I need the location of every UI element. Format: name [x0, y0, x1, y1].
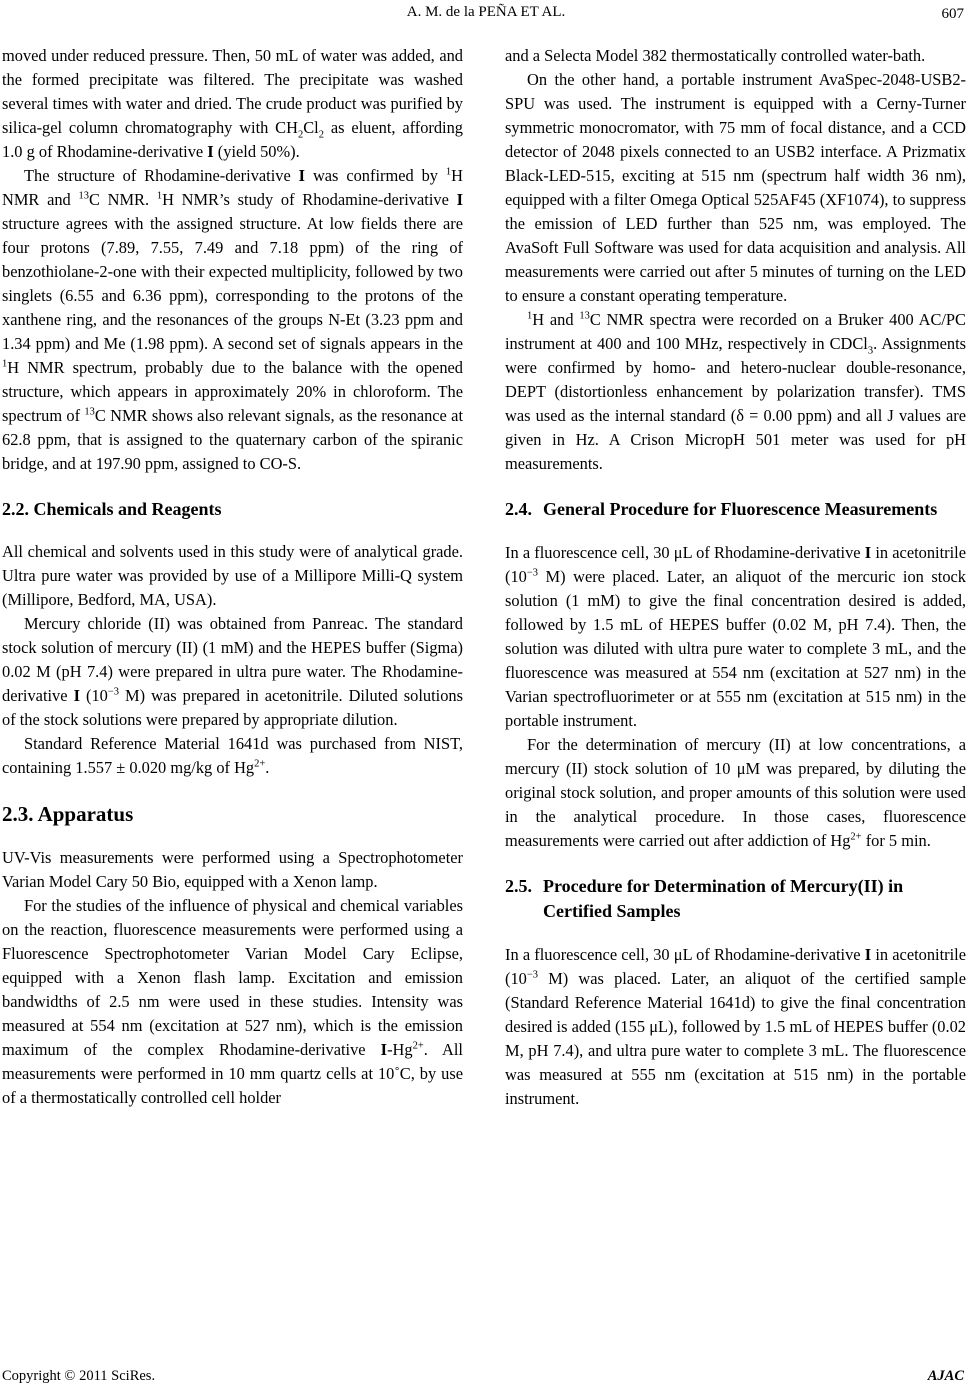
- paragraph: UV-Vis measurements were performed using a Spectrophotometer Varian Model Cary 50 Bio, equipped with a Xenon lamp.: [2, 848, 463, 891]
- section-heading-mercury-determination: [505, 874, 966, 924]
- section-heading-fluorescence-procedure: [505, 497, 966, 522]
- journal-abbreviation: AJAC: [927, 1368, 964, 1384]
- paragraph: Mercury chloride (II) was obtained from Panreac. The standard stock solution of mercury (II) (1 mM) and the HEPES buffer (Sigma) 0.02 M (pH 7.4) were prepared in ultra pure water. The Rhodamine-derivative I ($10^{-3}$ M) was prepared in acetonitrile. Diluted solutions of the stock solutions were prepared by appropriate dilution.: [2, 614, 463, 729]
- paragraph: In a fluorescence cell, 30 μL of Rhodamine-derivative I in acetonitrile ($10^{-3}$ M) were placed. Later, an aliquot of the mercuric ion stock solution (1 mM) to give the final concentration desired is added, followed by 1.5 mL of HEPES buffer (0.02 M, pH 7.4). Then, the solution was diluted with ultra pure water to complete 3 mL, and the fluorescence was measured at 554 nm (excitation at 527 nm) in the Varian spectrofluorimeter or at 555 nm (excitation at 515 nm) in the portable instrument.: [505, 543, 966, 730]
- left-column: [2, 44, 463, 1110]
- paragraph: On the other hand, a portable instrument AvaSpec-2048-USB2-SPU was used. The instrument is equipped with a Cerny-Turner symmetric monocromator, with 75 mm of focal distance, and a CCD detector of 2048 pixels connected to an USB2 interface. A Prizmatix Black-LED-515, exciting at 515 nm (spectrum half width 36 nm), equipped with a filter Omega Optical 525AF45 (XF1074), to suppress the emission of LED further than 525 nm, was employed. The AvaSoft Full Software was used for data acquisition and analysis. All measurements were carried out after 5 minutes of turning on the LED to ensure a constant operating temperature.: [505, 70, 966, 305]
- copyright-notice: Copyright © 2011 SciRes.: [2, 1368, 156, 1384]
- paragraph: For the determination of mercury (II) at low concentrations, a mercury (II) stock solution of 10 μM was prepared, by diluting the original stock solution, and proper amounts of this solution were used in the analytical procedure. In those cases, fluorescence measurements were carried out after addiction of $Hg^{2+}$ for 5 min.: [505, 735, 966, 850]
- paragraph: All chemical and solvents used in this study were of analytical grade. Ultra pure water was provided by use of a Millipore Milli-Q system (Millipore, Bedford, MA, USA).: [2, 542, 463, 609]
- paragraph: Standard Reference Material 1641d was purchased from NIST, containing 1.557 ± 0.020 mg/kg of $Hg^{2+}$.: [2, 734, 463, 777]
- paragraph: $^1$H and $^{13}$C NMR spectra were recorded on a Bruker 400 AC/PC instrument at 400 and 100 MHz, respectively in CDCl$_3$. Assignments were confirmed by homo- and hetero-nuclear double-resonance, DEPT (distortionless enhancement by polarization transfer). TMS was used as the internal standard (δ = 0.00 ppm) and all J values are given in Hz. A Crison MicropH 501 meter was used for pH measurements.: [505, 310, 967, 473]
- section-number: 2.4.: [505, 499, 532, 519]
- section-heading-apparatus: 2.3. Apparatus: [2, 802, 134, 826]
- section-title: Procedure for Determination of Mercury(II) in Certified Samples: [543, 876, 904, 921]
- page-number: 607: [941, 6, 964, 22]
- paragraph: The structure of Rhodamine-derivative I was confirmed by $^1$H NMR and $^{13}$C NMR. $^1$H NMR’s study of Rhodamine-derivative I structure agrees with the assigned structure. At low fields there are four protons (7.89, 7.55, 7.49 and 7.18 ppm) of the ring of benzothiolane-2-one with their expected multiplicity, followed by two singlets (6.55 and 6.36 ppm), corresponding to the protons of the xanthene ring, and the resonances of the groups N-Et (3.23 ppm and 1.34 ppm) and Me (1.98 ppm). A second set of signals appears in the $^1$H NMR spectrum, probably due to the balance with the opened structure, which appears in approximately 20% in chloroform. The spectrum of $^{13}$C NMR shows also relevant signals, as the resonance at 62.8 ppm, that is assigned to the quaternary carbon of the spiranic bridge, and at 197.90 ppm, assigned to CO-S.: [2, 166, 463, 473]
- section-title: General Procedure for Fluorescence Measurements: [543, 499, 938, 519]
- paragraph: In a fluorescence cell, 30 μL of Rhodamine-derivative I in acetonitrile ($10^{-3}$ M) was placed. Later, an aliquot of the certified sample (Standard Reference Material 1641d) to give the final concentration desired is added (155 μL), followed by 1.5 mL of HEPES buffer (0.02 M, pH 7.4), and ultra pure water to complete 3 mL. The fluorescence was measured at 555 nm (excitation at 515 nm) in the portable instrument.: [505, 945, 966, 1108]
- running-header-authors: A. M. de la PEÑA ET AL.: [406, 4, 566, 20]
- paragraph: For the studies of the influence of physical and chemical variables on the reaction, fluorescence measurements were performed using a Fluorescence Spectrophotometer Varian Model Cary Eclipse, equipped with a Xenon flash lamp. Excitation and emission bandwidths of 2.5 nm were used in these studies. Intensity was measured at 554 nm (excitation at 527 nm), which is the emission maximum of the complex Rhodamine-derivative $I-Hg^{2+}$. All measurements were performed in 10 mm quartz cells at 10˚C, by use of a thermostatically controlled cell holder: [2, 896, 463, 1107]
- paragraph: moved under reduced pressure. Then, 50 mL of water was added, and the formed precipitate was filtered. The precipitate was washed several times with water and dried. The crude product was purified by silica-gel column chromatography with $CH_2Cl_2$ as eluent, affording 1.0 g of Rhodamine-derivative I (yield 50%).: [2, 46, 464, 161]
- paragraph: and a Selecta Model 382 thermostatically controlled water-bath.: [505, 46, 926, 65]
- running-header: [0, 4, 972, 26]
- section-number: 2.5.: [505, 876, 532, 896]
- page-footer: [2, 1368, 964, 1385]
- section-heading-chemicals: 2.2. Chemicals and Reagents: [2, 499, 222, 519]
- right-column: [505, 44, 966, 1111]
